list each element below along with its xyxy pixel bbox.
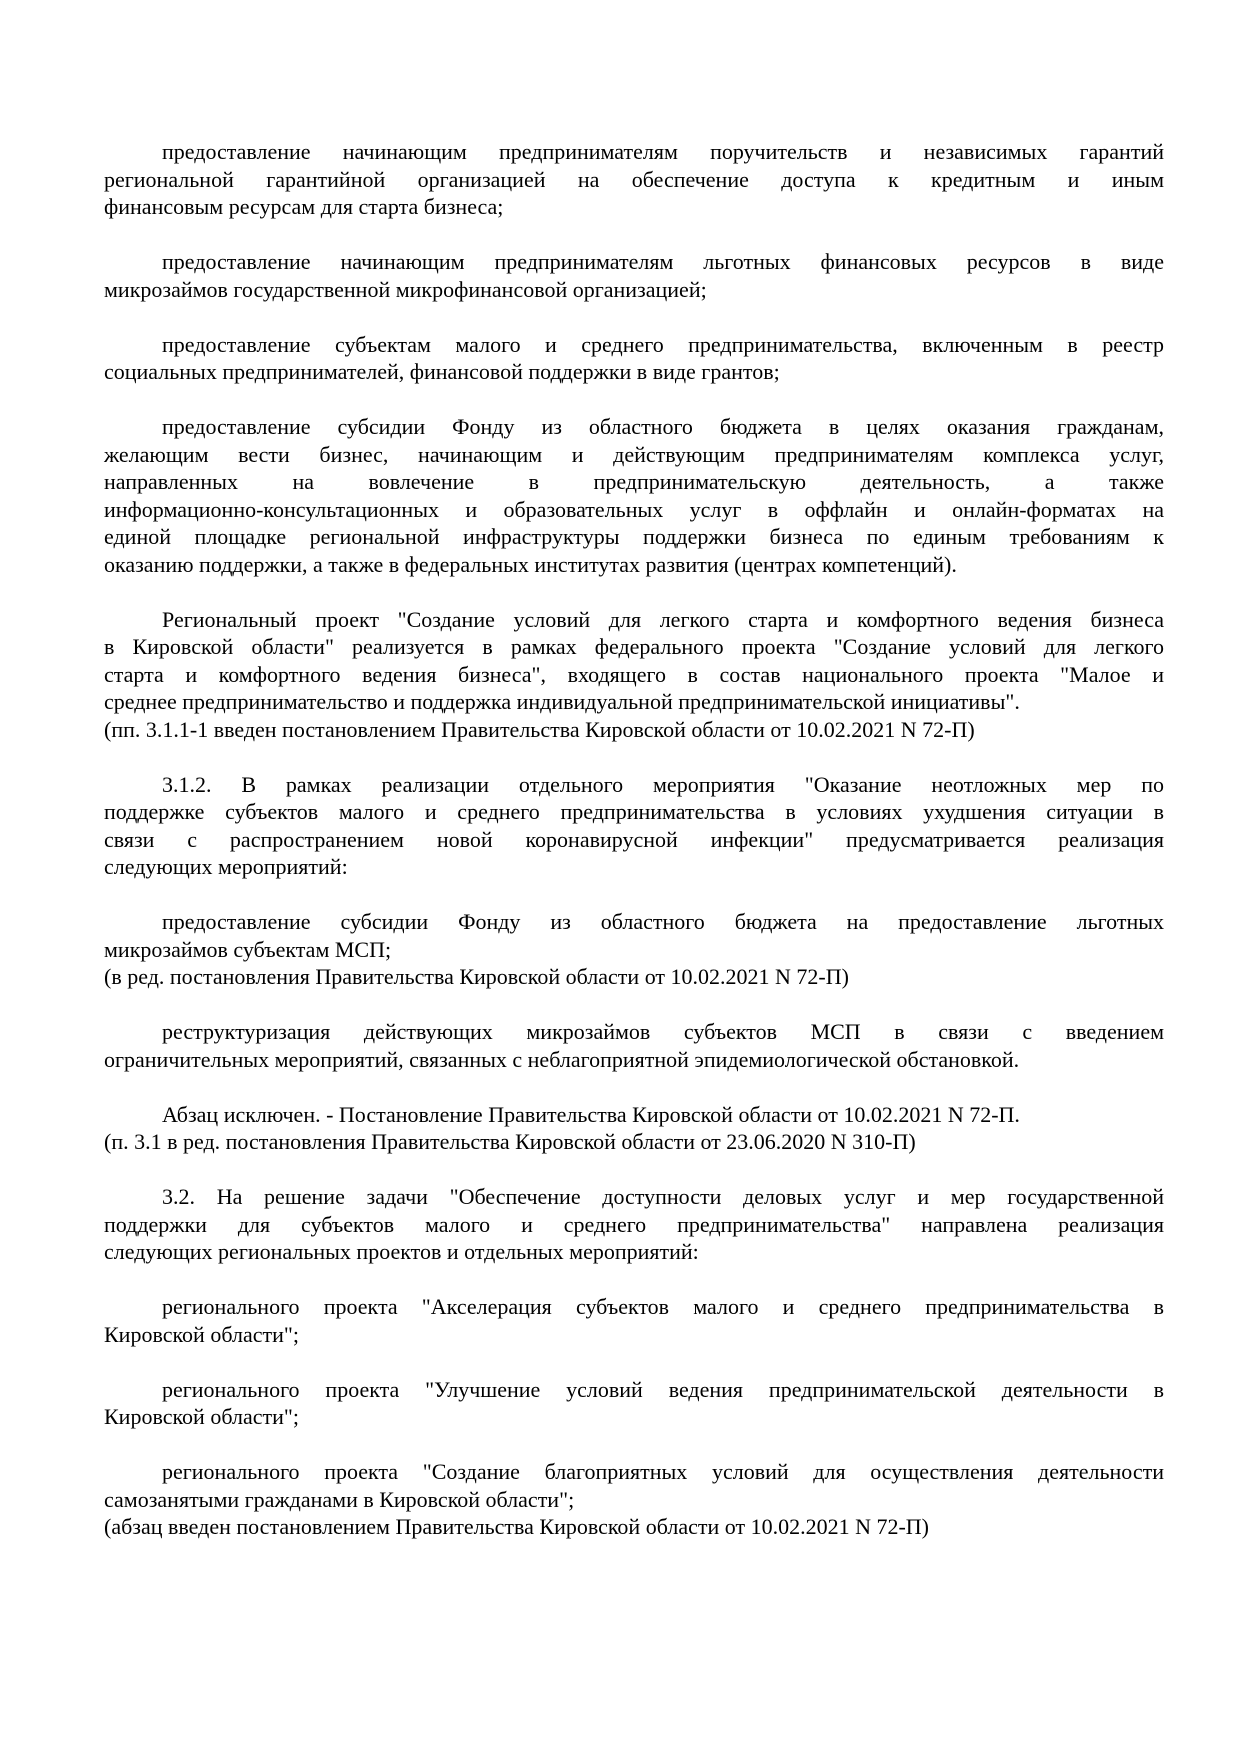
text-line: регионального проекта "Акселерация субъектов малого и среднего предпринимательства в	[162, 1294, 1164, 1319]
paragraph	[104, 1376, 1164, 1431]
amendment-note: (п. 3.1 в ред. постановления Правительства Кировской области от 23.06.2020 N 310-П)	[104, 1129, 916, 1154]
paragraph	[104, 1293, 1164, 1348]
paragraph	[104, 413, 1164, 578]
text-line: предоставление субъектам малого и среднего предпринимательства, включенным в реестр	[162, 331, 1164, 357]
text-line: предоставление начинающим предпринимателям льготных финансовых ресурсов в виде	[162, 249, 1164, 274]
paragraph	[104, 1018, 1164, 1073]
text-line: самозанятыми гражданами в Кировской области";	[104, 1486, 575, 1512]
text-line: следующих мероприятий:	[104, 854, 348, 879]
text-line: единой площадке региональной инфраструктуры поддержки бизнеса по единым требованиям к	[104, 524, 1164, 549]
text-line: Абзац исключен. - Постановление Правительства Кировской области от 10.02.2021 N 72-П.	[162, 1101, 1020, 1127]
paragraph	[104, 606, 1164, 744]
text-line: социальных предпринимателей, финансовой поддержки в виде грантов;	[104, 359, 780, 384]
text-line: предоставление начинающим предпринимателям поручительств и независимых гарантий	[162, 139, 1164, 164]
text-line: среднее предпринимательство и поддержка индивидуальной предпринимательской инициативы".	[104, 689, 1020, 714]
text-line: оказанию поддержки, а также в федеральных институтах развития (центрах компетенций).	[104, 551, 957, 577]
amendment-note: (абзац введен постановлением Правительства Кировской области от 10.02.2021 N 72-П)	[104, 1514, 929, 1539]
text-line: предоставление субсидии Фонду из областного бюджета на предоставление льготных	[162, 909, 1164, 934]
text-line: региональной гарантийной организацией на обеспечение доступа к кредитным и иным	[104, 166, 1164, 192]
text-line: микрозаймов государственной микрофинансовой организацией;	[104, 276, 707, 302]
paragraph	[104, 138, 1164, 221]
amendment-note: (в ред. постановления Правительства Кировской области от 10.02.2021 N 72-П)	[104, 964, 849, 989]
text-line: Региональный проект "Создание условий для легкого старта и комфортного ведения бизнеса	[162, 606, 1164, 632]
paragraph	[104, 1183, 1164, 1266]
paragraph	[104, 331, 1164, 386]
text-line: регионального проекта "Улучшение условий ведения предпринимательской деятельности в	[162, 1376, 1164, 1402]
text-line: регионального проекта "Создание благоприятных условий для осуществления деятельности	[162, 1459, 1164, 1484]
text-line: следующих региональных проектов и отдельных мероприятий:	[104, 1239, 699, 1264]
text-line: 3.1.2. В рамках реализации отдельного мероприятия "Оказание неотложных мер по	[162, 771, 1164, 797]
text-line: старта и комфортного ведения бизнеса", входящего в состав национального проекта "Малое и	[104, 661, 1164, 687]
text-line: поддержки для субъектов малого и среднего предпринимательства" направлена реализация	[104, 1211, 1164, 1237]
text-line: ограничительных мероприятий, связанных с неблагоприятной эпидемиологической обстановкой.	[104, 1046, 1020, 1072]
paragraph	[104, 248, 1164, 303]
text-line: финансовым ресурсам для старта бизнеса;	[104, 194, 504, 219]
text-line: связи с распространением новой коронавирусной инфекции" предусматривается реализация	[104, 826, 1164, 852]
paragraph	[104, 1101, 1164, 1156]
text-line: реструктуризация действующих микрозаймов субъектов МСП в связи с введением	[162, 1019, 1164, 1044]
paragraph	[104, 1458, 1164, 1541]
text-line: желающим вести бизнес, начинающим и действующим предпринимателям комплекса услуг,	[104, 441, 1164, 467]
text-line: информационно-консультационных и образовательных услуг в оффлайн и онлайн-форматах на	[104, 496, 1164, 522]
text-line: предоставление субсидии Фонду из областного бюджета в целях оказания гражданам,	[162, 414, 1164, 439]
text-line: в Кировской области" реализуется в рамках федерального проекта "Создание условий для легкого	[104, 634, 1164, 659]
paragraph	[104, 908, 1164, 991]
text-line: микрозаймов субъектам МСП;	[104, 936, 392, 962]
paragraph	[104, 771, 1164, 881]
text-line: Кировской области";	[104, 1321, 299, 1347]
text-line: направленных на вовлечение в предпринимательскую деятельность, а также	[104, 469, 1164, 494]
document-page	[104, 138, 1164, 1568]
text-line: 3.2. На решение задачи "Обеспечение доступности деловых услуг и мер государственной	[162, 1184, 1164, 1209]
text-line: Кировской области";	[104, 1404, 299, 1429]
text-line: поддержке субъектов малого и среднего предпринимательства в условиях ухудшения ситуации в	[104, 799, 1164, 824]
amendment-note: (пп. 3.1.1-1 введен постановлением Правительства Кировской области от 10.02.2021 N 72-П)	[104, 716, 975, 742]
